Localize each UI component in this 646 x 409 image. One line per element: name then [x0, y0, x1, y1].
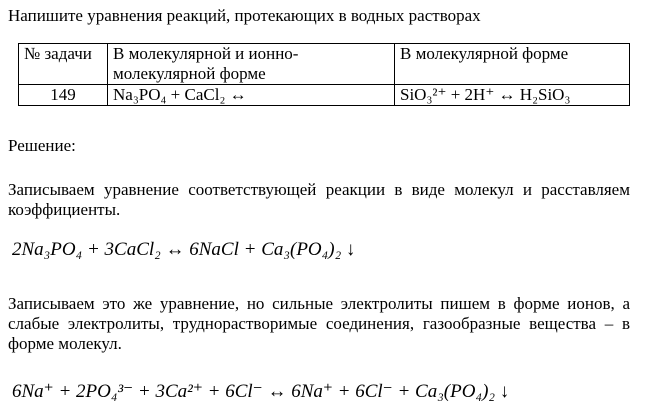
paragraph-molecular: Записываем уравнение соответствующей реакции в виде молекул и расставляем коэффициенты. [8, 180, 630, 219]
task-heading: Напишите уравнения реакций, протекающих в водных растворах [8, 6, 481, 25]
header-molecular-ionic: В молекулярной и ионно-молекулярной форме [108, 44, 395, 85]
task-table [18, 43, 630, 106]
paragraph-ionic: Записываем это же уравнение, но сильные электролиты пишем в форме ионов, а слабые электролиты, труднорастворимые соединения, газообразные вещества – в форме молекул. [8, 294, 630, 353]
molecular-cell: SiO₃²⁺ + 2H⁺ ↔ H₂SiO₃ [395, 85, 630, 106]
table-row [19, 85, 630, 106]
equation-molecular: 2Na₃PO₄ + 3CaCl₂ ↔ 6NaCl + Ca₃(PO₄)₂ ↓ [12, 239, 356, 260]
table-header-row [19, 44, 630, 85]
header-molecular: В молекулярной форме [395, 44, 630, 85]
task-number-cell: 149 [19, 85, 108, 106]
equation-full-ionic: 6Na⁺ + 2PO₄³⁻ + 3Ca²⁺ + 6Cl⁻ ↔ 6Na⁺ + 6Cl⁻ + Ca₃(PO₄)₂ ↓ [12, 381, 510, 402]
molecular-ionic-cell: Na₃PO₄ + CaCl₂ ↔ [108, 85, 395, 106]
solution-label: Решение: [8, 136, 76, 155]
header-task-number: № задачи [19, 44, 108, 85]
